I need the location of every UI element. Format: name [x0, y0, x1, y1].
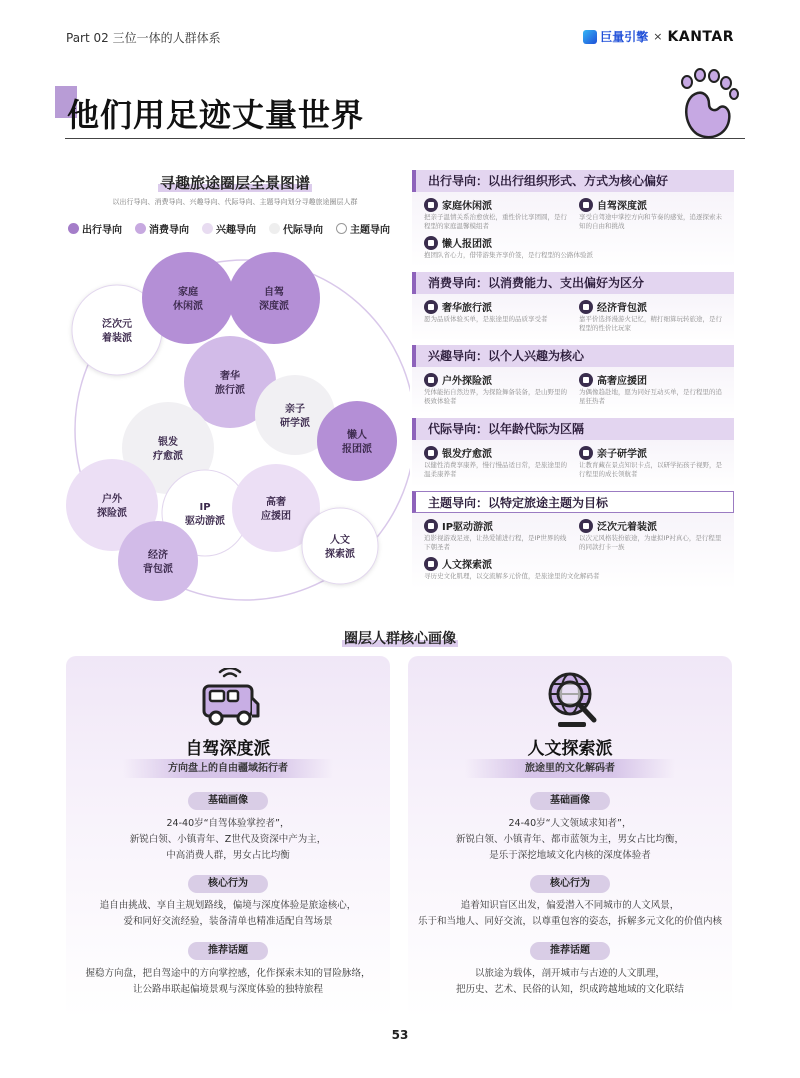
bubble-label: 应援团 [261, 511, 291, 522]
core-behavior-pill: 核心行为 [530, 875, 610, 893]
bubble-label: 经济 [148, 550, 168, 561]
text-line: 是乐于深挖地域文化内核的深度体验者 [489, 850, 651, 861]
temple-icon [424, 557, 438, 571]
globe-magnifier-icon [540, 668, 604, 732]
topic-text [414, 966, 726, 998]
type-title [424, 299, 571, 314]
card-name: 人文探索派 [527, 739, 613, 759]
card-name: 自驾深度派 [185, 739, 271, 759]
type-item [424, 235, 726, 260]
type-row [424, 235, 726, 260]
core-portrait-title [0, 628, 800, 648]
bubble-label: 研学派 [280, 418, 310, 429]
legend [68, 221, 408, 236]
bubble-label: 旅行派 [215, 385, 245, 396]
type-desc: 抱团队省心力，借带游集齐享价签，是行程型的公路体验派 [424, 251, 593, 259]
section-heading: 主题导向：以特定旅途主题为目标 [412, 491, 734, 513]
type-desc: 愿为品质体验买单，是旅途里的品质享受者 [424, 315, 548, 323]
page-title: 他们用足迹丈量世界 [67, 96, 365, 134]
type-item [579, 372, 726, 406]
elder-icon [424, 446, 438, 460]
legend-label: 主题导向 [350, 225, 390, 236]
page-header [0, 0, 800, 60]
type-name: 人文探索派 [442, 560, 492, 571]
parent-child-icon [579, 446, 593, 460]
card-slogan: 方向盘上的自由疆域拓行者 [123, 759, 333, 778]
type-title [424, 372, 571, 387]
core-behavior-pill: 核心行为 [188, 875, 268, 893]
text-line: 握稳方向盘，把自驾途中的方向掌控感，化作探索未知的冒险脉络， [85, 968, 371, 979]
portrait-card-selfdrive [66, 656, 390, 1019]
type-title [424, 235, 726, 250]
bubble-label: 家庭 [178, 287, 198, 298]
type-desc: 让教育藏在景点知识卡点，以研学拓孩子视野，是行程里的成长领航者 [579, 461, 722, 478]
type-row [424, 372, 726, 406]
legend-item-consumption [135, 221, 189, 236]
type-item [424, 445, 571, 479]
core-behavior-text [414, 898, 726, 930]
text-line: 乐于和当地人、同好交流，以尊重包容的姿态，拆解多元文化的价值内核 [417, 916, 722, 927]
bubble-lazy [317, 401, 397, 481]
type-item [579, 299, 726, 333]
type-row [424, 518, 726, 552]
type-row [424, 556, 726, 581]
type-row [424, 197, 726, 231]
card-slogan: 旅途里的文化解码者 [465, 759, 675, 778]
section-heading: 兴趣导向：以个人兴趣为核心 [412, 345, 734, 367]
section-heading: 代际导向：以年龄代际为区隔 [412, 418, 734, 440]
legend-label: 出行导向 [82, 225, 122, 236]
basic-profile-text [72, 816, 384, 864]
bubble-label: 疗愈派 [153, 451, 183, 462]
ocean-engine-logo-icon [583, 30, 597, 44]
map-title [70, 172, 400, 193]
legend-label: 兴趣导向 [216, 225, 256, 236]
basic-profile-pill: 基础画像 [530, 792, 610, 810]
costume-icon [579, 519, 593, 533]
bubble-culture [302, 508, 378, 584]
text-line: 让公路串联起偏境景观与深度体验的独特旅程 [132, 984, 323, 995]
section-body [412, 440, 734, 487]
bubble-label: 休闲派 [173, 301, 203, 312]
portrait-card-culture [408, 656, 732, 1019]
type-item [579, 445, 726, 479]
luxury-icon [424, 300, 438, 314]
core-portrait-title-text: 圈层人群核心画像 [344, 631, 456, 647]
type-item [579, 518, 726, 552]
legend-dot-travel [68, 223, 79, 234]
bubble-label: 自驾 [264, 287, 284, 298]
legend-dot-generation [269, 223, 280, 234]
type-title [424, 518, 571, 533]
type-row [424, 445, 726, 479]
type-name: 银发疗愈派 [442, 449, 492, 460]
bubble-family [142, 252, 234, 344]
type-title [424, 197, 571, 212]
type-item [579, 197, 726, 231]
page-number: 53 [391, 1028, 409, 1042]
backpack-icon [579, 300, 593, 314]
text-line: 追自由挑战、享自主规划路线，偏境与深度体验是旅途核心， [99, 900, 357, 911]
topic-text [72, 966, 384, 998]
brand-logos [583, 28, 734, 45]
film-icon [424, 519, 438, 533]
section-heading: 出行导向：以出行组织形式、方式为核心偏好 [412, 170, 734, 192]
type-name: 自驾深度派 [597, 201, 647, 212]
ocean-engine-name: 巨量引擎 [600, 30, 649, 44]
type-desc: 追影视游戏足迹，让热爱铺进行程，是IP世界的线下朝圣者 [424, 534, 567, 551]
steering-wheel-icon [579, 198, 593, 212]
legend-dot-consumption [135, 223, 146, 234]
ocean-engine-logo [583, 28, 648, 45]
kantar-logo: KANTAR [667, 28, 734, 45]
orientation-panel [412, 170, 734, 593]
legend-label: 代际导向 [283, 225, 323, 236]
type-title [579, 299, 726, 314]
basic-profile-pill: 基础画像 [188, 792, 268, 810]
type-title [579, 518, 726, 533]
text-line: 24-40岁“自驾体验掌控者”， [166, 818, 290, 829]
footprint-icon [675, 64, 745, 140]
bubble-label: 奢华 [220, 371, 240, 382]
part-label: Part 02 三位一体的人群体系 [66, 31, 221, 45]
section-consumption [412, 272, 734, 341]
bubble-budget [118, 521, 198, 601]
type-title [579, 197, 726, 212]
legend-dot-theme [336, 223, 347, 234]
section-body [412, 367, 734, 414]
bubble-label: 探险派 [97, 508, 127, 519]
segment-bubble-map [60, 245, 410, 615]
topic-pill: 推荐话题 [188, 942, 268, 960]
type-title [579, 372, 726, 387]
section-body [412, 513, 734, 589]
type-desc: 寻历史文化肌理，以交流解多元价值，是旅途里的文化解码者 [424, 572, 600, 580]
text-line: 追着知识盲区出发，偏爱潜入不同城市的人文风景， [460, 900, 680, 911]
type-name: 亲子研学派 [597, 449, 647, 460]
type-title [579, 445, 726, 460]
bubble-label: 背包派 [143, 564, 173, 575]
section-body [412, 294, 734, 341]
bubble-label: 深度派 [259, 301, 289, 312]
section-interest [412, 345, 734, 414]
legend-item-travel [68, 221, 122, 236]
type-desc: 为偶像趋赴地，愿为同好互动买单，是行程里的追星狂热者 [579, 388, 722, 405]
text-line: 以旅途为载体，剖开城市与古迹的人文肌理， [474, 968, 665, 979]
text-line: 新锐白领、小镇青年、Z世代及资深中产为主， [129, 834, 327, 845]
bubble-label: 报团派 [342, 444, 372, 455]
bubble-label: 人文 [330, 535, 350, 546]
type-desc: 以次元风格装扮旅途，为虚拟IP衬真心，是行程里的同款打卡一族 [579, 534, 722, 551]
text-line: 爱和同好交流经验，装备清单也精准适配自驾场景 [123, 916, 333, 927]
type-desc: 凭体能拓自然边界，为探险舞备装备，是山野里的极致体验者 [424, 388, 567, 405]
type-item [424, 372, 571, 406]
lightstick-icon [579, 373, 593, 387]
bubble-label: 着装派 [102, 333, 132, 344]
group-tour-icon [424, 236, 438, 250]
type-desc: 把亲子温情关系治愈放松，重性价比享团圆，是行程型的家庭温馨模组者 [424, 213, 567, 230]
bubble-label: 懒人 [347, 430, 367, 441]
title-divider [65, 138, 745, 139]
section-body [412, 192, 734, 268]
type-name: 高奢应援团 [597, 376, 647, 387]
text-line: 把历史、艺术、民俗的认知，织成跨越地域的文化联结 [455, 984, 684, 995]
type-row [424, 299, 726, 333]
map-title-text: 寻趣旅途圈层全景图谱 [159, 174, 310, 192]
topic-pill: 推荐话题 [530, 942, 610, 960]
legend-item-interest [202, 221, 256, 236]
core-behavior-text [72, 898, 384, 930]
type-name: 经济背包派 [597, 303, 647, 314]
text-line: 中高消费人群，男女占比均衡 [166, 850, 290, 861]
text-line: 新锐白领、小镇青年、都市蓝领为主，男女占比均衡， [455, 834, 684, 845]
type-name: 家庭休闲派 [442, 201, 492, 212]
type-item [424, 518, 571, 552]
type-item [424, 556, 726, 581]
family-icon [424, 198, 438, 212]
legend-item-theme [336, 221, 390, 236]
bubble-label: 银发 [158, 437, 178, 448]
type-name: IP驱动游派 [442, 522, 494, 533]
bubble-label: 探索派 [325, 549, 355, 560]
bubble-label: 高奢 [266, 497, 286, 508]
text-line: 24-40岁“人文领域求知者”， [508, 818, 632, 829]
type-name: 户外探险派 [442, 376, 492, 387]
type-desc: 靠平价选择漫游火记忆，精打细算玩转旅途，是行程型的性价比玩家 [579, 315, 722, 332]
section-travel [412, 170, 734, 268]
type-item [424, 197, 571, 231]
basic-profile-text [414, 816, 726, 864]
title-block [55, 86, 745, 141]
bubble-label: 驱动游派 [185, 516, 225, 527]
type-desc: 以健性消费享康养，慢行慢品适日常，是旅途里的温柔康养者 [424, 461, 567, 478]
mountain-icon [424, 373, 438, 387]
type-name: 泛次元着装派 [597, 522, 657, 533]
bubble-label: 亲子 [285, 404, 305, 415]
legend-label: 消费导向 [149, 225, 189, 236]
legend-item-generation [269, 221, 323, 236]
section-theme [412, 491, 734, 589]
bubble-selfdrive [228, 252, 320, 344]
car-icon [198, 668, 262, 732]
bubble-label: 户外 [102, 494, 122, 505]
section-heading: 消费导向：以消费能力、支出偏好为区分 [412, 272, 734, 294]
type-item [424, 299, 571, 333]
legend-dot-interest [202, 223, 213, 234]
type-title [424, 556, 726, 571]
map-subtitle: 以出行导向、消费导向、兴趣导向、代际导向、主题导向划分寻趣旅途圈层人群 [112, 198, 358, 206]
brand-separator: × [653, 30, 663, 43]
type-name: 奢华旅行派 [442, 303, 492, 314]
type-name: 懒人报团派 [442, 239, 492, 250]
section-generation [412, 418, 734, 487]
bubble-label: 泛次元 [102, 319, 132, 330]
type-title [424, 445, 571, 460]
bubble-label: IP [199, 502, 211, 513]
type-desc: 享受自驾途中掌控方向和节奏的感觉，追逐探索未知的自由和挑战 [579, 213, 722, 230]
